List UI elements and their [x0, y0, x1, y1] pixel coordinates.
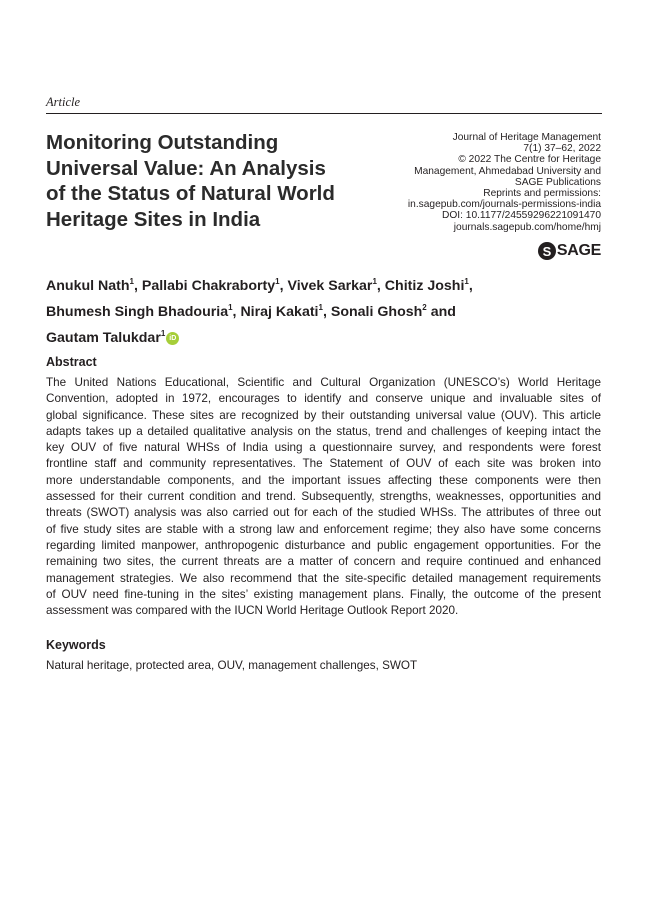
author-separator: and [426, 304, 456, 320]
copyright-line: © 2022 The Centre for Heritage [458, 154, 601, 166]
author-name: Vivek Sarkar [287, 278, 373, 294]
article-title [46, 130, 376, 232]
sage-logo-mark-icon: S [538, 242, 556, 260]
article-type-label: Article [46, 95, 81, 109]
keywords-heading: Keywords [46, 638, 106, 652]
author-separator: , [468, 278, 473, 294]
affiliation-mark: 1 [275, 277, 280, 286]
author-separator: , [134, 278, 142, 294]
author-separator: , [232, 304, 241, 320]
affiliation-mark: 1 [129, 277, 134, 286]
abstract-line: assessed for their current condition and trend. Subsequently, strengths, weaknesses, opportunities and [46, 490, 601, 504]
author-list [46, 271, 606, 349]
sage-logo-text: SAGE [556, 242, 601, 259]
abstract-line: threats (SWOT) analysis was also carried out for each of the studied WHSs. The attributes of three out [46, 506, 601, 520]
journal-name: Journal of Heritage Management [452, 132, 601, 143]
abstract-line: frontline staff and community representatives. The Statement of OUV of each site was broken into [46, 457, 601, 471]
reprints-label: Reprints and permissions: [483, 188, 601, 200]
journal-info [341, 132, 601, 233]
affiliation-mark: 1 [318, 303, 323, 312]
title-line: of the Status of Natural World [46, 182, 335, 205]
header-divider [46, 113, 602, 114]
orcid-icon[interactable]: iD [166, 332, 179, 345]
abstract-line: remaining two sites, the current threats are a matter of concern and require continued and enhanced [46, 555, 601, 569]
abstract-line: management strategies. We also recommend that the site-specific detailed management requirements [46, 571, 601, 585]
abstract-line: The United Nations Educational, Scientific and Cultural Organization (UNESCO’s) World Heritage [46, 376, 601, 389]
author-line [46, 271, 606, 297]
affiliation-mark: 1 [464, 277, 469, 286]
abstract-line: global significance. These sites are recognized by their outstanding universal value (OUV). This article [46, 408, 601, 422]
journal-volume: 7(1) 37–62, 2022 [523, 143, 601, 155]
author-name: Sonali Ghosh [330, 304, 423, 320]
publisher-line: SAGE Publications [514, 176, 601, 188]
abstract-line: assessment was compared with the IUCN World Heritage Outlook Report 2020. [46, 604, 459, 618]
doi-link[interactable]: DOI: 10.1177/24559296221091470 [442, 210, 601, 222]
permissions-link[interactable]: in.sagepub.com/journals-permissions-india [407, 199, 601, 211]
abstract-line: more understandable components, and the important issues affecting these components were then [46, 473, 601, 487]
author-separator: , [376, 278, 385, 294]
affiliation-mark: 2 [422, 303, 427, 312]
keywords-list: Natural heritage, protected area, OUV, management challenges, SWOT [46, 659, 418, 672]
abstract-line: of OUV need fine-tuning in the sites’ existing management plans. Finally, the outcome of the present [46, 587, 601, 601]
abstract-body [46, 375, 601, 619]
author-separator: , [322, 304, 331, 320]
author-name: Anukul Nath [46, 278, 130, 294]
abstract-line: Convention, adopted in 1972, encourages to identify and conserve unique and invaluable sites of [46, 392, 601, 406]
copyright-line: Management, Ahmedabad University and [414, 165, 601, 177]
title-line: Monitoring Outstanding [46, 131, 279, 154]
sage-logo [538, 240, 601, 262]
affiliation-mark: 1 [372, 277, 377, 286]
author-name: Gautam Talukdar [46, 330, 161, 346]
abstract-line: regarding limited manpower, anthropogenic disturbance and public engagement opportunities. For the [46, 538, 601, 552]
abstract-heading: Abstract [46, 355, 97, 369]
author-name: Pallabi Chakraborty [141, 278, 276, 294]
title-line: Heritage Sites in India [46, 207, 261, 231]
title-line: Universal Value: An Analysis [46, 156, 326, 180]
author-line [46, 323, 606, 349]
abstract-line: of five study sites are stable with a strong law and enforcement regime; they also have some concerns [46, 522, 601, 536]
author-separator: , [279, 278, 288, 294]
affiliation-mark: 1 [228, 303, 233, 312]
author-line [46, 297, 606, 323]
abstract-line: adapts takes up a detailed qualitative analysis on the status, trend and challenges of keeping intact the [46, 424, 601, 438]
journal-homepage-link[interactable]: journals.sagepub.com/home/hmj [453, 221, 601, 233]
author-name: Chitiz Joshi [384, 278, 465, 294]
author-name: Bhumesh Singh Bhadouria [46, 304, 229, 320]
author-name: Niraj Kakati [240, 304, 319, 320]
affiliation-mark: 1 [160, 329, 166, 338]
abstract-line: key OUV of five natural WHSs of India using a questionnaire survey, and respondents were forest [46, 441, 601, 455]
